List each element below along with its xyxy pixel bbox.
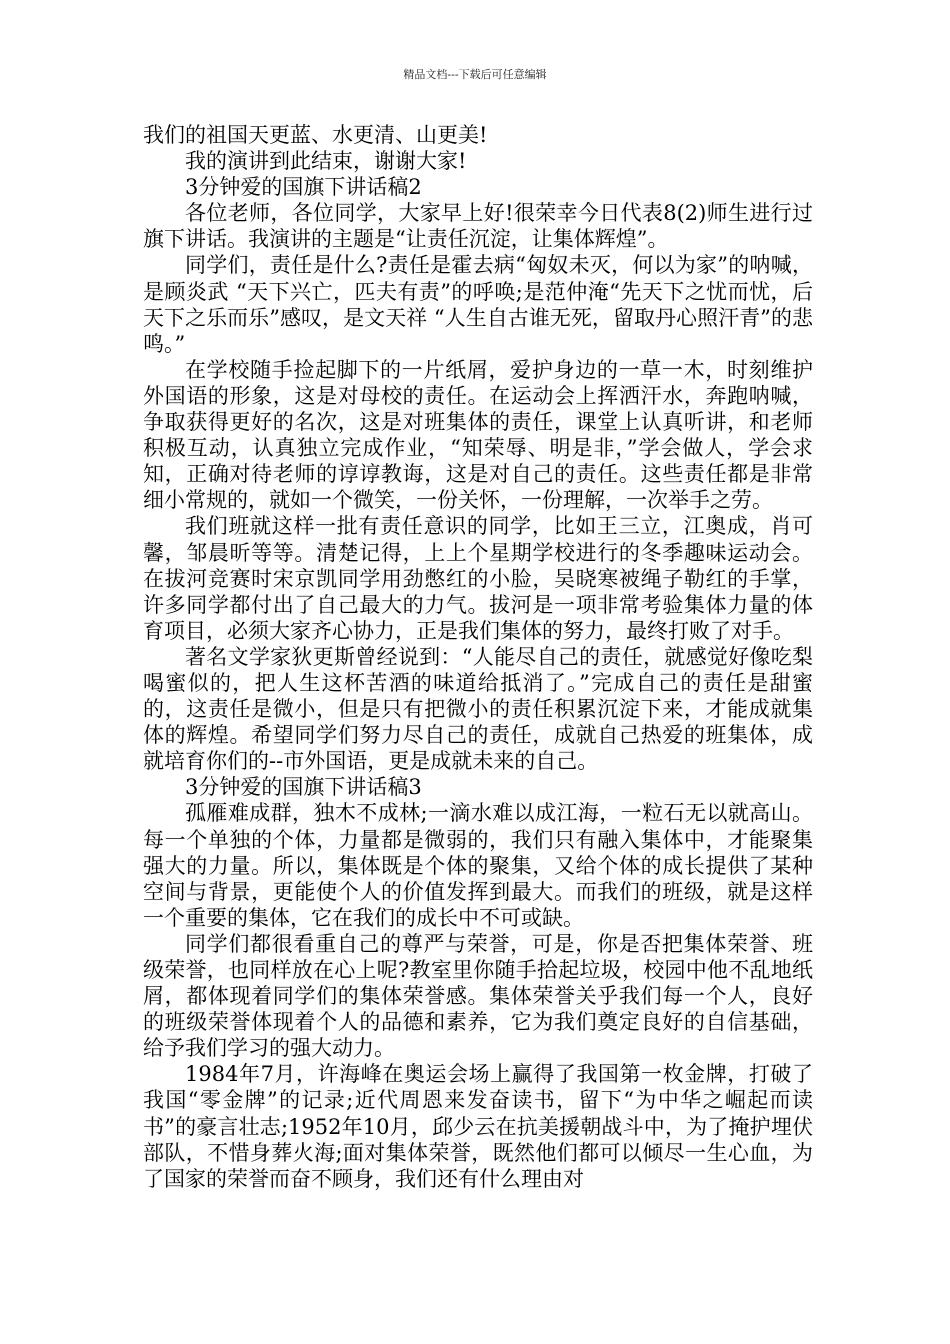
section-heading: 3分钟爱的国旗下讲话稿2 — [185, 175, 422, 200]
paragraph: 我们班就这样一批有责任意识的同学，比如王三立，江奥成，肖可馨，邹晨昕等等。清楚记得，上上个星期学校进行的冬季趣味运动会。在拔河竞赛时宋京凯同学用劲憋红的小脸，吴晓寒被绳子勒红的手掌，许多同学都付出了自己最大的力气。拔河是一项非常考验集体力量的体育项目，必须大家齐心协力，正是我们集体的努力，最终打败了对手。 — [143, 514, 813, 643]
page-header: 精品文档---下载后可任意编辑 — [403, 68, 547, 81]
paragraph: 各位老师，各位同学，大家早上好!很荣幸今日代表8(2)师生进行过旗下讲话。我演讲的主题是“让责任沉淀，让集体辉煌”。 — [143, 201, 813, 252]
paragraph: 我的演讲到此结束，谢谢大家! — [185, 149, 467, 174]
paragraph: 1984年7月，许海峰在奥运会场上赢得了我国第一枚金牌，打破了我国“零金牌”的记录;近代周恩来发奋读书，留下“为中华之崛起而读书”的豪言壮志;1952年10月，邱少云在抗美援朝战斗中，为了掩护埋伏部队，不惜身葬火海;面对集体荣誉，既然他们都可以倾尽一生心血，为了国家的荣誉而奋不顾身，我们还有什么理由对 — [143, 1062, 813, 1191]
paragraph: 著名文学家狄更斯曾经说到：“人能尽自己的责任，就感觉好像吃梨喝蜜似的，把人生这杯苦酒的味道给抵消了。”完成自己的责任是甜蜜的，这责任是微小，但是只有把微小的责任积累沉淀下来，才能成就集体的辉煌。希望同学们努力尽自己的责任，成就自己热爱的班集体，成就培育你们的--市外国语，更是成就未来的自己。 — [143, 644, 813, 774]
paragraph: 同学们，责任是什么?责任是霍去病“匈奴未灭，何以为家”的呐喊，是顾炎武 “天下兴亡，匹夫有责”的呼唤;是范仲淹“先天下之忧而忧，后天下之乐而乐”感叹，是文天祥 “人生自古谁无死，留取丹心照汗青”的悲鸣。” — [143, 253, 813, 356]
paragraph: 孤雁难成群，独木不成林;一滴水难以成江海，一粒石无以就高山。每一个单独的个体，力量都是微弱的，我们只有融入集体中，才能聚集强大的力量。所以，集体既是个体的聚集，又给个体的成长提供了某种空间与背景，更能使个人的价值发挥到最大。而我们的班级，就是这样一个重要的集体，它在我们的成长中不可或缺。 — [143, 801, 813, 930]
document-body — [143, 122, 813, 1192]
paragraph: 同学们都很看重自己的尊严与荣誉，可是，你是否把集体荣誉、班级荣誉，也同样放在心上呢?教室里你随手拾起垃圾，校园中他不乱地纸屑，都体现着同学们的集体荣誉感。集体荣誉关乎我们每一个人，良好的班级荣誉体现着个人的品德和素养，它为我们奠定良好的自信基础，给予我们学习的强大动力。 — [143, 931, 813, 1061]
paragraph: 我们的祖国天更蓝、水更清、山更美! — [143, 123, 488, 147]
paragraph: 在学校随手捡起脚下的一片纸屑，爱护身边的一草一木，时刻维护外国语的形象，这是对母校的责任。在运动会上挥洒汗水，奔跑呐喊，争取获得更好的名次，这是对班集体的责任，课堂上认真听讲，和老师积极互动，认真独立完成作业，“知荣辱、明是非，”学会做人，学会求知，正确对待老师的谆谆教诲，这是对自己的责任。这些责任都是非常细小常规的，就如一个微笑，一份关怀，一份理解，一次举手之劳。 — [143, 357, 813, 513]
section-heading: 3分钟爱的国旗下讲话稿3 — [185, 775, 422, 800]
